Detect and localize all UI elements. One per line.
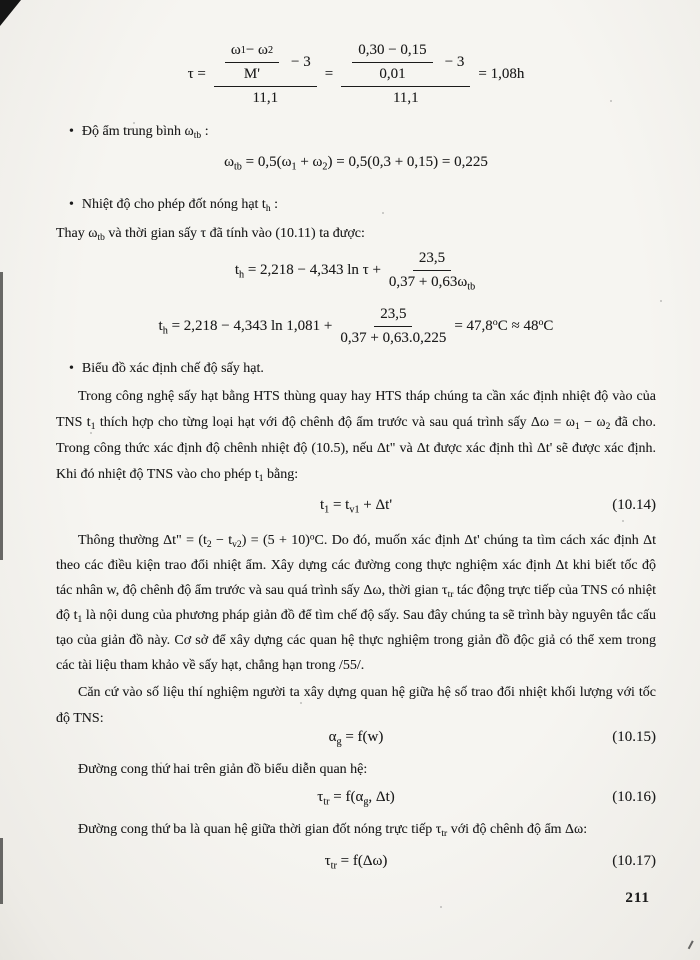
fraction-denominator: $0,37 + 0,63\omega_{tb}$: [388, 274, 476, 293]
equation-body: $\tau_{tr} = f(\alpha_g$, Δt): [317, 789, 395, 808]
equation-number: (10.15): [612, 729, 656, 745]
equation-10-14: [56, 497, 656, 514]
formula-th-numeric: [56, 306, 656, 347]
fraction-tail: − 3: [291, 54, 311, 70]
scan-speck: [622, 520, 624, 522]
fraction-denominator: M': [243, 66, 260, 82]
fraction: [389, 250, 475, 291]
equation-number: (10.14): [612, 497, 656, 513]
formula-tau-result: = 1,08h: [478, 66, 525, 82]
line-text: Đường cong thứ ba là quan hệ giữa thời gian đốt nóng trực tiếp $\tau_{tr}$ với độ chênh độ ẩm Δω:: [78, 822, 588, 840]
intro-line-thay: [56, 226, 656, 242]
bullet-icon: •: [69, 197, 74, 212]
equation-body: $t_1 = t_{v1} + \Delta t'$: [319, 497, 393, 516]
bullet-item-diagram: [56, 361, 656, 377]
bullet-icon: •: [69, 361, 74, 376]
paragraph-text: Căn cứ vào số liệu thí nghiệm người ta xây dựng quan hệ giữa hệ số trao đổi nhiệt khối lượng với tốc độ TNS:: [56, 685, 656, 726]
equals-sign: =: [324, 66, 334, 82]
equation-body: $\tau_{tr} = f(\Delta\omega)$: [324, 853, 388, 872]
paragraph-text: Trong công nghệ sấy hạt bằng HTS thùng quay hay HTS tháp chúng ta cần xác định nhiệt độ vào của TNS $t_1$ thích hợp cho từng loại hạt với độ chênh độ ẩm trước và sau quá trình sấy $\Delta\omega = \omega_1 - \omega_2$ đã cho. Trong công thức xác định độ chênh nhiệt độ (10.5), nếu Δt" và Δt được xác định thì Δt' sẽ được xác định. Khi đó nhiệt độ TNS vào cho phép $t_1$ bằng:: [56, 389, 656, 485]
fraction-numerator: ω 1 − ω 2: [225, 42, 279, 63]
bullet-text: Nhiệt độ cho phép đốt nóng hạt $t_h$ :: [81, 197, 278, 215]
fraction-numerator: [214, 42, 317, 87]
fraction: [352, 42, 432, 83]
fraction-numerator: [341, 42, 470, 87]
scan-corner-artifact: [0, 0, 21, 26]
fraction-numerator: 23,5: [413, 250, 451, 271]
formula-omega-tb: [56, 154, 656, 171]
scan-mark-artifact: [688, 940, 694, 949]
fraction-numerator: 0,30 − 0,15: [352, 42, 432, 63]
fraction-denominator: 11,1: [392, 90, 419, 106]
fraction-denominator: 0,01: [379, 66, 406, 82]
line-third-curve: [56, 822, 656, 838]
scan-speck: [660, 300, 662, 302]
fraction-numerator: 23,5: [374, 306, 412, 327]
equation-body: $\alpha_g = f(w)$: [328, 729, 384, 748]
bullet-item-temperature: [56, 197, 656, 213]
scan-edge-artifact: [0, 272, 3, 560]
bullet-text: Độ ẩm trung bình $\omega_{tb}$ :: [81, 124, 209, 142]
paragraph-drying-technology: [56, 384, 656, 488]
line-second-curve: [56, 762, 656, 778]
paragraph-method: [56, 528, 656, 678]
formula-tau: [56, 42, 656, 107]
scan-edge-artifact: [0, 838, 3, 904]
fraction: [214, 42, 317, 107]
fraction: [340, 306, 446, 347]
line-text: Đường cong thứ hai trên giản đồ biểu diễn quan hệ:: [78, 762, 368, 777]
equation-10-17: [56, 853, 656, 870]
equation-10-15: [56, 729, 656, 746]
scan-speck: [440, 906, 442, 908]
bullet-item-humidity: [56, 124, 656, 140]
formula-omega-tb-body: $\omega_{tb} = 0,5(\omega_1 + \omega_2) = 0,5(0,3 + 0,15) = 0,225$: [224, 154, 488, 173]
formula-th-result: = $47,8^oC \approx 48^oC$: [454, 317, 554, 334]
formula-th-lead: $t_h = 2,218 - 4,343$ ln 1,081 +: [158, 318, 333, 337]
paragraph-experimental-data: [56, 680, 656, 732]
equation-number: (10.16): [612, 789, 656, 805]
fraction-denominator: 0,37 + 0,63.0,225: [340, 330, 447, 346]
intro-line-text: Thay $\omega_{tb}$ và thời gian sấy τ đã tính vào (10.11) ta được:: [56, 226, 365, 244]
equation-10-16: [56, 789, 656, 806]
formula-th-lead: $t_h = 2,218 - 4,343$ ln τ +: [234, 262, 381, 281]
formula-tau-lhs: τ =: [187, 66, 206, 82]
fraction: [225, 42, 279, 83]
fraction: [341, 42, 470, 107]
fraction-denominator: 11,1: [252, 90, 279, 106]
paragraph-text: Thông thường Δt" = $(t_2 - t_{v2}) = (5 + 10)^oC$. Do đó, muốn xác định Δt' chúng ta tìm cách xác định Δt theo các điều kiện trao đổi nhiệt ẩm. Xây dựng các đường cong thực nghiệm xác định Δt khi biết tốc độ tác nhân w, độ chênh độ ẩm trước và sau quá trình sấy Δω, thời gian $\tau_{tr}$ tác động trực tiếp của TNS có nhiệt độ $t_1$ là nội dung của phương pháp giản đồ để tìm chế độ sấy. Sau đây chúng ta sẽ trình bày nguyên tắc cấu tạo của giản đồ này. Cơ sở để xây dựng các quan hệ thực nghiệm trong giản đồ độc giả có thể xem trong các tài liệu tham khảo về sấy hạt, chẳng hạn trong /55/.: [56, 531, 656, 673]
equation-number: (10.17): [612, 853, 656, 869]
bullet-text: Biểu đồ xác định chế độ sấy hạt.: [81, 361, 264, 376]
page-number: 211: [625, 890, 650, 906]
fraction-tail: − 3: [444, 54, 465, 70]
formula-th-symbolic: [56, 250, 656, 291]
bullet-icon: •: [69, 124, 74, 139]
